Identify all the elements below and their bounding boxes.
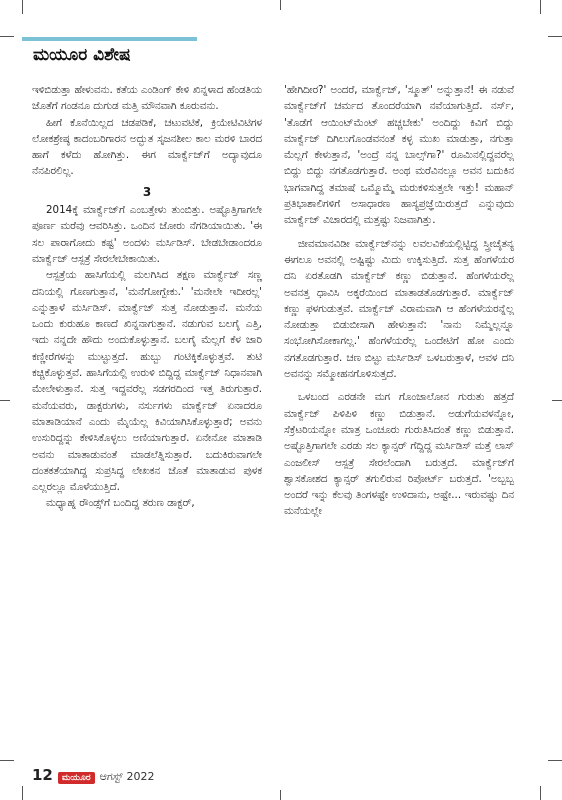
crop-mark bbox=[0, 36, 14, 37]
paragraph: ಇಳಿಬಿಡುತ್ತಾ ಹೇಳುವನು. ಕತೆಯ ಎಂಡಿಂಗ್ ಕೇಳಿ ಖಿನ್ನಳಾದ ಹೆಂಡತಿಯ ಜೊತೆಗೆ ಗಂಡನೂ ದುಗುಡ ಮತ್ತಿ ಮೌನವಾಗಿ ಕೂರುವನು. bbox=[32, 84, 262, 113]
crop-mark bbox=[540, 786, 541, 800]
paragraph: 'ಹೇಗಿದೀರ?' ಅಂದರೆ, ಮಾರ್ಕ್ವೆಜ್, 'ಸ್ಮೂತ್' ಅನ್ನುತ್ತಾನೆ! ಈ ನಡುವೆ ಮಾರ್ಕ್ವೆಜ್‌ಗೆ ಚರ್ಮದ ತೊಂದರೆಯಾಗಿ ನವೆಯಾಗುತ್ತಿದೆ. ನರ್ಸ್, 'ತೊಡೆಗೆ ಆಯಿಂಟ್‌ಮೆಂಟ್ ಹಚ್ಚಬೇಕು' ಅಂದಿದ್ದು ಕಿವಿಗೆ ಬಿದ್ದು ಮಾರ್ಕ್ವೆಜ್ ದಿಗಿಲುಗೊಂಡವನಂತೆ ಕಳ್ಳ ಮುಖ ಮಾಡುತ್ತಾ, ನಗುತ್ತಾ ಮೆಲ್ಲಗೆ ಕೇಳುತ್ತಾನೆ, 'ಅಂದ್ರೆ ನನ್ನ ಬಾಲ್ಸ್‌ಗಾ?' ರೂಮಿನಲ್ಲಿದ್ದವರೆಲ್ಲ ಬಿದ್ದು ಬಿದ್ದು ನಗತೊಡಗುತ್ತಾರೆ. ಅಂಥ ಮರೆವಿನಲ್ಲೂ ಅವನ ಬದುಕಿನ ಭಾಗವಾಗಿದ್ದ ತಮಾಷೆ ಒಮ್ಮೊಮ್ಮೆ ಮರುಕಳಿಸುತ್ತಲೇ ಇತ್ತು! ಮಹಾನ್ ಪ್ರತಿಭಾಶಾಲಿಗಳಿಗೆ ಅಸಾಧಾರಣ ಹಾಸ್ಯಪ್ರಜ್ಞೆಯಿರುತ್ತದೆ ಎನ್ನುವುದು ಮಾರ್ಕ್ವೆಜ್ ವಿಚಾರದಲ್ಲಿ ಮತ್ತಷ್ಟು ನಿಜವಾಗಿತ್ತು. bbox=[284, 84, 514, 227]
issue-date: ಆಗಸ್ಟ್ 2022 bbox=[99, 770, 155, 783]
section-accent-bar bbox=[22, 37, 197, 41]
crop-mark bbox=[548, 36, 562, 37]
crop-mark bbox=[280, 790, 281, 800]
paragraph: ಒಳಬಂದ ಎರಡನೇ ಮಗ ಗೊಂಜಾಲೋನ ಗುರುತು ಹತ್ತದೆ ಮಾರ್ಕ್ವೆಜ್ ಪಿಳಿಪಿಳಿ ಕಣ್ಣು ಬಿಡುತ್ತಾನೆ. ಅಡುಗೆಯವಳನ್ನೋ, ಸೆಕ್ರೆಟರಿಯನ್ನೋ ಮಾತ್ರ ಒಂಚೂರು ಗುರುತಿಸಿದಂತೆ ಕಣ್ಣು ಬಿಡುತ್ತಾನೆ. ಅಷ್ಟೊತ್ತಿಗಾಗಲೇ ಎರಡು ಸಲ ಕ್ಯಾನ್ಸರ್ ಗೆದ್ದಿದ್ದ ಮರ್ಸಿಡಿಸ್ ಮತ್ತೆ ಲಾಸ್ ಎಂಜಲೀಸ್ ಆಸ್ಪತ್ರೆ ಸೇರಲೆಂದಾಗಿ ಬರುತ್ತದೆ. ಮಾರ್ಕ್ವೆಜ್‌ಗೆ ಶ್ವಾಸಕೋಶದ ಕ್ಯಾನ್ಸರ್ ತಗುಲಿರುವ ರಿಪೋರ್ಟ್ ಬರುತ್ತದೆ. 'ಅಬ್ಬಬ್ಬ ಅಂದರೆ ಇನ್ನು ಕೆಲವು ತಿಂಗಳಷ್ಟೇ ಉಳಿದಾನು, ಅಷ್ಟೇ... ಇರುವಷ್ಟು ದಿನ ಮನೆಯಲ್ಲೇ bbox=[284, 391, 514, 518]
crop-mark bbox=[0, 760, 14, 761]
magazine-logo: ಮಯೂರ bbox=[58, 772, 95, 784]
crop-mark bbox=[280, 0, 281, 10]
crop-mark bbox=[540, 0, 541, 14]
section-number: 3 bbox=[142, 184, 152, 199]
right-column bbox=[284, 82, 514, 520]
paragraph: ಜೀವಮಾನವಿಡೀ ಮಾರ್ಕ್ವೆಜ್‌ನನ್ನು ಲವಲವಿಕೆಯಲ್ಲಿಟ್ಟಿದ್ದ ಸ್ತ್ರೀಚೈತನ್ಯ ಈಗಲೂ ಅವನಲ್ಲಿ ಅಷ್ಟಿಷ್ಟು ಮಿದು ಉಕ್ಕಿಸುತ್ತಿದೆ. ಸುತ್ತ ಹೆಂಗಳೆಯರ ದನಿ ಏರತೊಡಗಿ ಮಾರ್ಕ್ವೆಜ್ ಕಣ್ಣು ಬಿಡುತ್ತಾನೆ. ಹೆಂಗಳೆಯರೆಲ್ಲ ಅವನತ್ತ ಧಾವಿಸಿ ಅಕ್ಕರೆಯಿಂದ ಮಾತಾಡತೊಡಗುತ್ತಾರೆ. ಮಾರ್ಕ್ವೆಜ್ ಕಣ್ಣು ಫಳಗುಡುತ್ತವೆ. ಮಾರ್ಕ್ವೆಜ್ ವಿರಾಮವಾಗಿ ಆ ಹೆಂಗಳೆಯರನ್ನೆಲ್ಲ ನೋಡುತ್ತಾ ಬಿಡುಬೀಸಾಗಿ ಹೇಳುತ್ತಾನೆ: 'ನಾನು ನಿಮ್ಮೆಲ್ಲನ್ನೂ ಸಂಭೋಗಿಸೋಕಾಗಲ್ಲ.' ಹೆಂಗಳೆಯರೆಲ್ಲ ಒಂದೇಟಿಗೆ ಹೋ ಎಂದು ನಗತೊಡಗುತ್ತಾರೆ. ಚಣ ಬಿಟ್ಟು ಮರ್ಸಿಡಿಸ್ ಒಳಬರುತ್ತಾಳೆ, ಅವಳ ದನಿ ಅವನನ್ನು ಸಮ್ಮೋಹನಗೊಳಿಸುತ್ತದೆ. bbox=[284, 237, 514, 381]
section-title: ಮಯೂರ ವಿಶೇಷ bbox=[33, 45, 131, 65]
crop-mark bbox=[22, 786, 23, 800]
crop-mark bbox=[22, 0, 23, 14]
crop-mark bbox=[0, 400, 10, 401]
page-number: 12 bbox=[32, 766, 53, 784]
paragraph: ಮಧ್ಯಾಹ್ನ ರೌಂಡ್ಸ್‌ಗೆ ಬಂದಿದ್ದ ತರುಣ ಡಾಕ್ಟರ್, bbox=[46, 497, 195, 510]
paragraph: ಹೀಗೆ ಕೊನೆಯಿಲ್ಲದ ಚಡಪಡಿಕೆ, ಚಟುವಟಿಕೆ, ಕ್ರಿಯೇಟಿವಿಟಿಗಳ ಲೋಕಶ್ರೇಷ್ಠ ಕಾದಂಬರಿಗಾರನ ಅದ್ಭುತ ಸೃಜನಶೀಲ ಕಾಲ ಮರಳಿ ಬಾರದ ಹಾಗೆ ಕಳೆದು ಹೋಗಿತ್ತು. ಈಗ ಮಾರ್ಕ್ವೆಜ್‌ಗೆ ಅದ್ಯಾವುದೂ ನೆನಪಿರಲಿಲ್ಲ. bbox=[32, 116, 262, 178]
paragraph: 2014ಕ್ಕೆ ಮಾರ್ಕ್ವೆಜ್‌ಗೆ ಎಂಬತ್ತೇಳು ತುಂಬಿತ್ತು. ಅಷ್ಟೊತ್ತಿಗಾಗಲೇ ಪೂರ್ಣ ಮರೆವು ಆವರಿಸಿತ್ತು. ಒಂದಿನ ಜೋರು ನೆಗಡಿಯಾಯಿತು. 'ಈ ಸಲ ಪಾರಾಗೋದು ಕಷ್ಟ' ಅಂದಳು ಮರ್ಸಿಡಿಸ್. ಬೇಡಬೇಡಾಂದರೂ ಮಾರ್ಕ್ವೆಜ್ ಆಸ್ಪತ್ರೆ ಸೇರಲೇಬೇಕಾಯಿತು. bbox=[32, 204, 262, 265]
page-footer bbox=[32, 766, 154, 784]
crop-mark bbox=[552, 400, 562, 401]
paragraph: ಆಸ್ಪತ್ರೆಯ ಹಾಸಿಗೆಯಲ್ಲಿ ಮಲಗಿಸಿದ ತಕ್ಷಣ ಮಾರ್ಕ್ವೆಜ್ ಸಣ್ಣ ದನಿಯಲ್ಲಿ ಗೊಣಗುತ್ತಾನೆ, 'ಮನೆಗೋಗ್ಬೇಕು.' 'ಮನೇಲೇ ಇದೀರಲ್ಲ' ಎನ್ನುತ್ತಾಳೆ ಮರ್ಸಿಡಿಸ್. ಮಾರ್ಕ್ವೆಜ್ ಸುತ್ತ ನೋಡುತ್ತಾನೆ. ಮನೆಯ ಒಂದು ಕುರುಹೂ ಕಾಣದೆ ಖಿನ್ನನಾಗುತ್ತಾನೆ. ನಡುಗುವ ಬಲಗೈ ಎತ್ತಿ, ಇದು ನನ್ನದೇ ಹೌದು ಅಂದುಕೊಳ್ಳುತ್ತಾನೆ. ಬಲಗೈ ಮೆಲ್ಲಗೆ ಕೆಳ ಜಾರಿ ಕಣ್ಣೀರೆಗಳನ್ನು ಮುಟ್ಟುತ್ತದೆ. ಹುಬ್ಬು ಗಂಟಿಕ್ಕಿಕೊಳ್ಳುತ್ತವೆ. ತುಟಿ ಕಚ್ಚಿಕೊಳ್ಳುತ್ತವೆ. ಹಾಸಿಗೆಯಲ್ಲಿ ಉರುಳಿ ಬಿದ್ದಿದ್ದ ಮಾರ್ಕ್ವೆಜ್ ನಿಧಾನವಾಗಿ ಮೇಲೇಳುತ್ತಾನೆ. ಸುತ್ತ ಇದ್ದವರೆಲ್ಲ ಸಡಗರದಿಂದ ಇತ್ತ ತಿರುಗುತ್ತಾರೆ. ಮನೆಯವರು, ಡಾಕ್ಟರುಗಳು, ನರ್ಸುಗಳು ಮಾರ್ಕ್ವೆಜ್ ಏನಾದರೂ ಮಾತಾಡಿಯಾನೆ ಎಂದು ಮೈಯೆಲ್ಲ ಕಿವಿಯಾಗಿಸಿಕೊಳ್ಳುತ್ತಾರೆ; ಅವನು ಉಸುರಿದ್ದನ್ನು ಕೇಳಿಸಿಕೊಳ್ಳಲು ಅಣಿಯಾಗುತ್ತಾರೆ. ಏನೇನೋ ಮಾತಾಡಿ ಅವನು ಮಾತಾಡುವಂತೆ ಮಾಡಲೆತ್ನಿಸುತ್ತಾರೆ. ಬದುಕಿರುವಾಗಲೇ ದಂತಕತೆಯಾಗಿದ್ದ ಸುಪ್ರಸಿದ್ಧ ಲೇಖಕನ ಜೊತೆ ಮಾತಾಡುವ ಪುಳಕ ಎಲ್ಲರಲ್ಲೂ ಮೊಳೆಯುತ್ತಿದೆ. bbox=[32, 269, 262, 494]
crop-mark bbox=[548, 760, 562, 761]
left-column bbox=[32, 82, 262, 512]
